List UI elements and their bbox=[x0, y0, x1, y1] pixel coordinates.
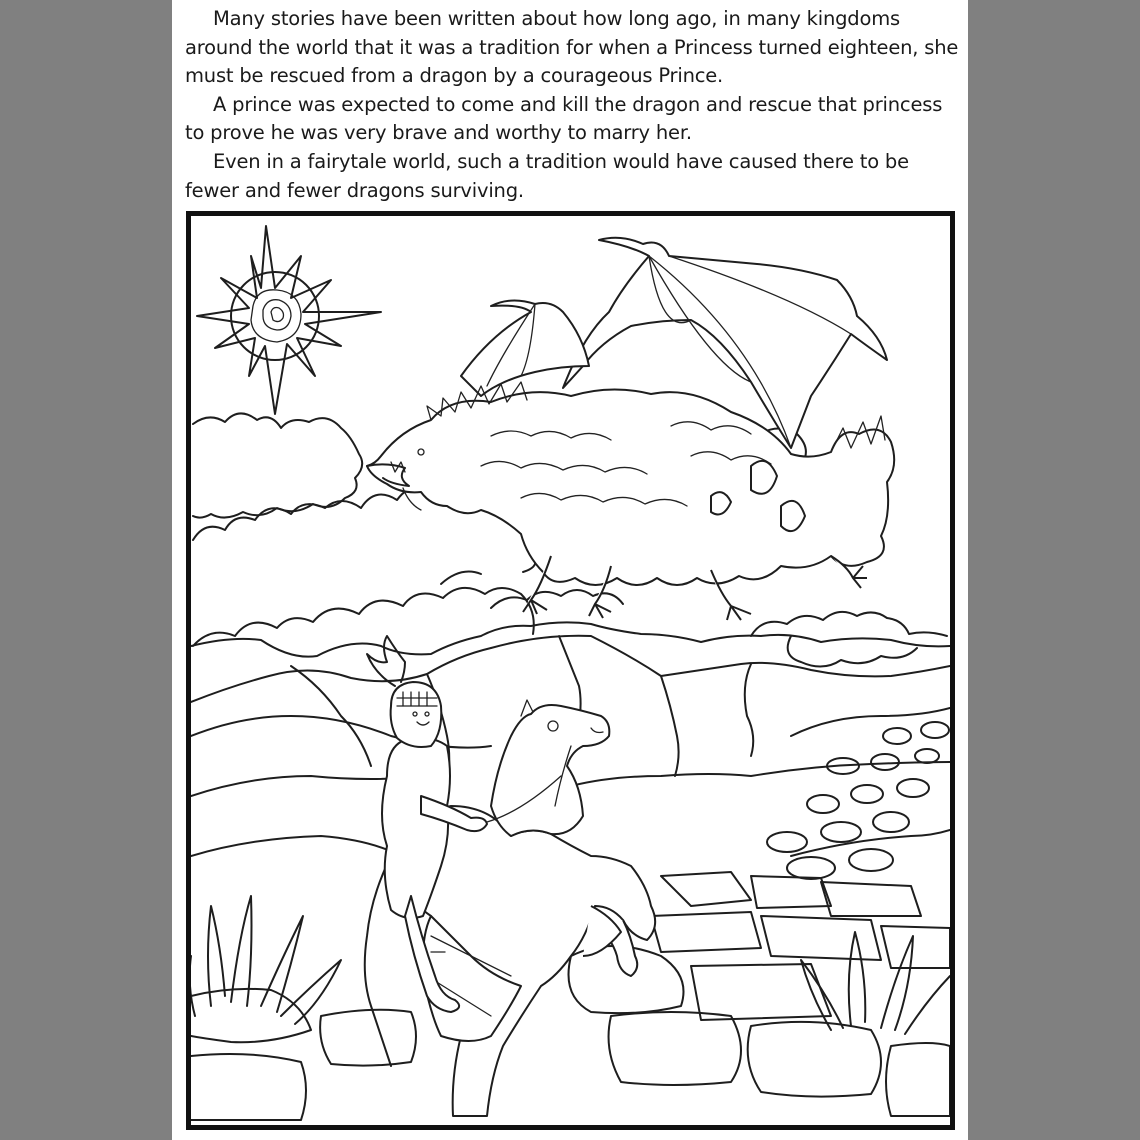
illustration-frame bbox=[186, 211, 955, 1130]
knight-on-horse-drawing bbox=[365, 636, 655, 1116]
dragon-knight-illustration bbox=[191, 216, 950, 1125]
story-paragraph-1: Many stories have been written about how long ago, in many kingdoms around the world that it was a tradition for when a Princess turned eighteen, she must be rescued from a dragon by a courageous Prince. bbox=[185, 7, 959, 88]
story-text bbox=[185, 5, 960, 205]
dragon-drawing bbox=[367, 238, 894, 620]
story-paragraph-2: A prince was expected to come and kill the dragon and rescue that princess to prove he was very brave and worthy to marry her. bbox=[185, 92, 943, 145]
story-paragraph-3: Even in a fairytale world, such a tradition would have caused there to be fewer and fewer dragons surviving. bbox=[185, 149, 909, 202]
coloring-page bbox=[172, 0, 968, 1140]
sun-drawing bbox=[197, 226, 381, 414]
